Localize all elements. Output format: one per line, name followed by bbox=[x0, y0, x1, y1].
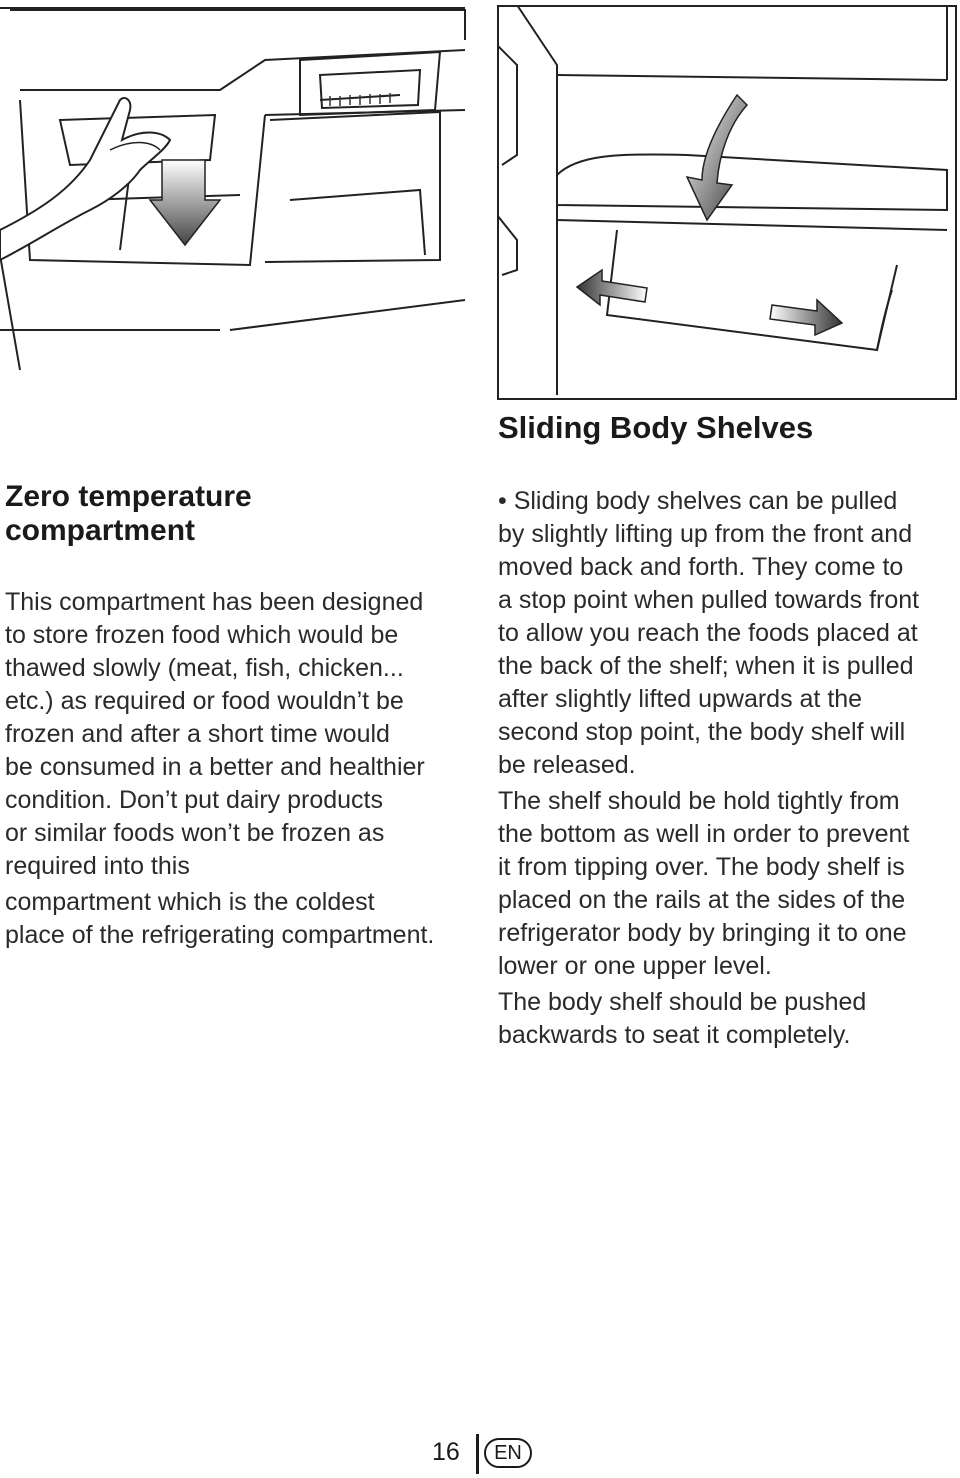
text-line: second stop point, the body shelf will bbox=[498, 718, 906, 746]
language-badge: EN bbox=[484, 1438, 532, 1468]
text-line: backwards to seat it completely. bbox=[498, 1021, 851, 1049]
text-line: place of the refrigerating compartment. bbox=[5, 921, 435, 949]
heading-line: compartment bbox=[5, 514, 196, 547]
text-line: the back of the shelf; when it is pulled bbox=[498, 652, 914, 680]
text-line: it from tipping over. The body shelf is bbox=[498, 853, 905, 881]
paragraph bbox=[498, 485, 958, 782]
text-line: This compartment has been designed bbox=[5, 588, 424, 616]
paragraph bbox=[498, 785, 958, 983]
sliding-shelf-illustration bbox=[497, 5, 957, 400]
text-line: The shelf should be hold tightly from bbox=[498, 787, 900, 815]
text-line: to allow you reach the foods placed at bbox=[498, 619, 918, 647]
footer-divider bbox=[476, 1434, 479, 1474]
sliding-shelves-text bbox=[498, 485, 958, 1055]
text-line: etc.) as required or food wouldn’t be bbox=[5, 687, 404, 715]
text-line: compartment which is the coldest bbox=[5, 888, 375, 916]
text-line: the bottom as well in order to prevent bbox=[498, 820, 910, 848]
text-line: by slightly lifting up from the front and bbox=[498, 520, 913, 548]
text-line: required into this bbox=[5, 852, 190, 880]
zero-compartment-text bbox=[5, 586, 475, 952]
text-line: a stop point when pulled towards front bbox=[498, 586, 920, 614]
text-line: moved back and forth. They come to bbox=[498, 553, 904, 581]
paragraph bbox=[498, 986, 958, 1052]
text-line: after slightly lifted upwards at the bbox=[498, 685, 863, 713]
page-footer bbox=[432, 1434, 552, 1474]
text-line: or similar foods won’t be frozen as bbox=[5, 819, 385, 847]
text-line: • Sliding body shelves can be pulled bbox=[498, 487, 898, 515]
heading-line: Zero temperature bbox=[5, 480, 252, 513]
text-line: frozen and after a short time would bbox=[5, 720, 390, 748]
page-number: 16 bbox=[432, 1438, 460, 1466]
text-line: be consumed in a better and healthier bbox=[5, 753, 425, 781]
zero-compartment-illustration bbox=[0, 0, 470, 372]
text-line: placed on the rails at the sides of the bbox=[498, 886, 906, 914]
text-line: to store frozen food which would be bbox=[5, 621, 399, 649]
text-line: thawed slowly (meat, fish, chicken... bbox=[5, 654, 404, 682]
text-line: lower or one upper level. bbox=[498, 952, 772, 980]
text-line: refrigerator body by bringing it to one bbox=[498, 919, 907, 947]
text-line: be released. bbox=[498, 751, 636, 779]
text-line: condition. Don’t put dairy products bbox=[5, 786, 383, 814]
zero-compartment-heading bbox=[5, 480, 445, 548]
text-line: The body shelf should be pushed bbox=[498, 988, 867, 1016]
sliding-shelves-heading: Sliding Body Shelves bbox=[498, 410, 814, 445]
